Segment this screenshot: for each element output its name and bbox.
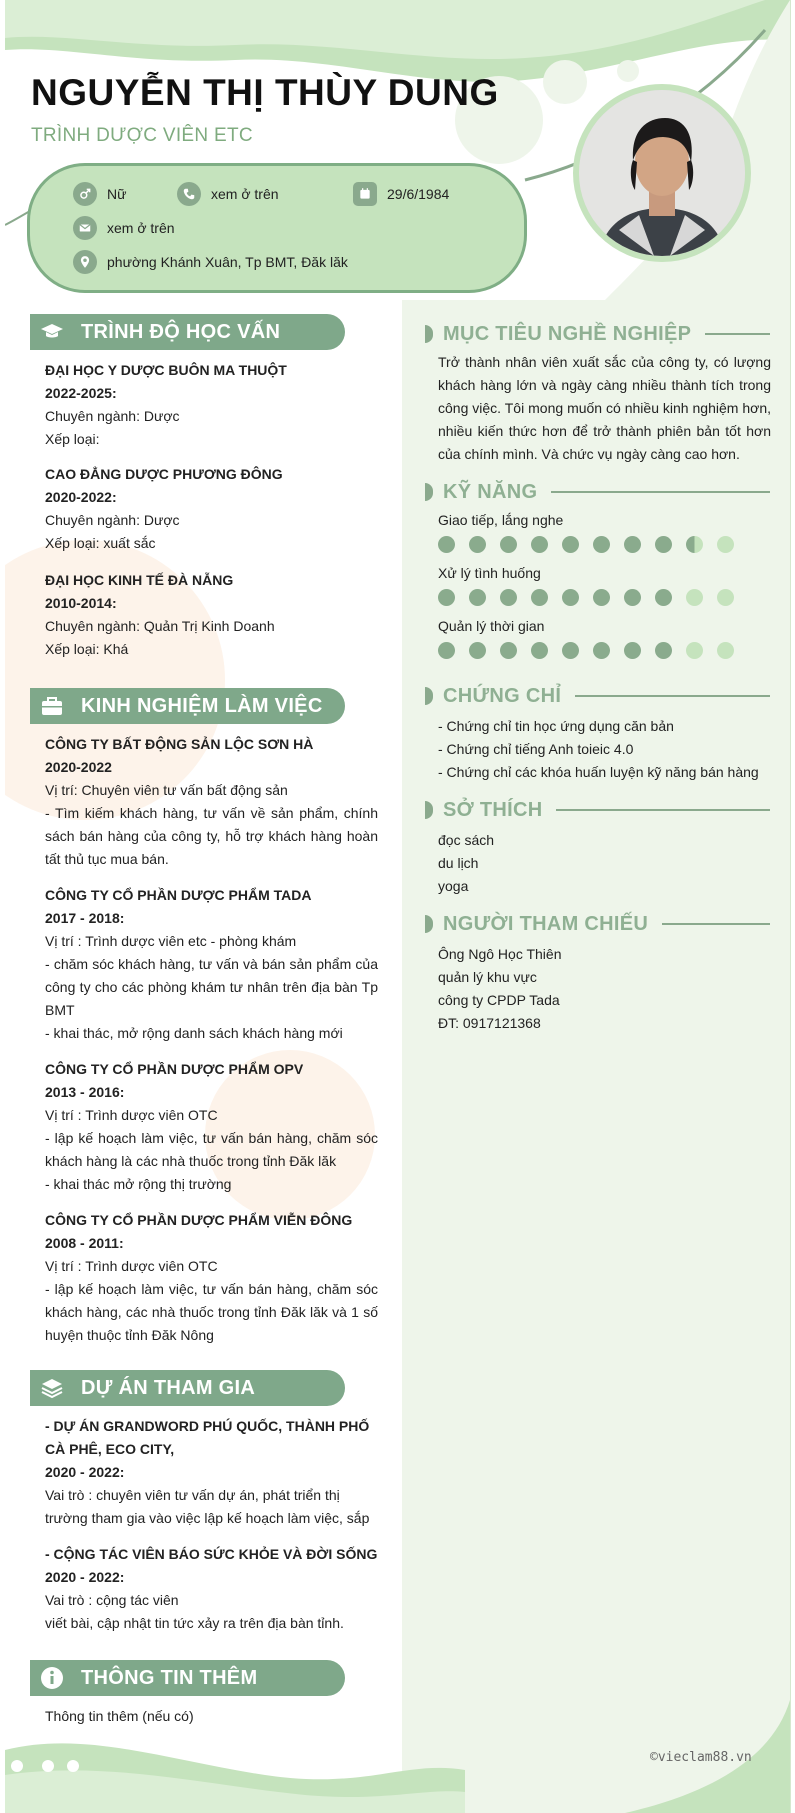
skill-dot	[500, 536, 517, 553]
section-heading-objective: MỤC TIÊU NGHỀ NGHIỆP	[425, 320, 770, 348]
section-heading-certificates: CHỨNG CHỈ	[425, 682, 770, 710]
birthday-item	[353, 182, 449, 206]
location-pin-icon	[73, 250, 97, 274]
phone-value: xem ở trên	[211, 186, 279, 202]
hobby-item: đọc sách	[438, 832, 495, 848]
skill-dot	[593, 642, 610, 659]
skill-dot	[717, 536, 734, 553]
hobby-item: yoga	[438, 878, 469, 894]
email-item	[73, 216, 175, 240]
address-item	[73, 250, 348, 274]
job-title: TRÌNH DƯỢC VIÊN ETC	[31, 125, 253, 146]
section-heading-hobbies: SỞ THÍCH	[425, 796, 770, 824]
hobby-item: du lịch	[438, 855, 479, 871]
certificate-item: - Chứng chỉ tiếng Anh toieic 4.0	[438, 741, 634, 757]
birthday-value: 29/6/1984	[387, 186, 450, 202]
gender-item	[73, 182, 126, 206]
skill-dot	[624, 589, 641, 606]
certificate-item: - Chứng chỉ các khóa huấn luyện kỹ năng bán hàng	[438, 764, 759, 780]
skill-dot	[593, 536, 610, 553]
skill-dot	[562, 642, 579, 659]
section-heading-education: TRÌNH ĐỘ HỌC VẤN	[30, 314, 345, 350]
deco-circle	[617, 60, 639, 82]
skill-dot	[624, 536, 641, 553]
experience-entry: CÔNG TY BẤT ĐỘNG SẢN LỘC SƠN HÀ 2020-2022 Vị trí: Chuyên viên tư vấn bất động sản - Tìm kiếm khách hàng, tư vấn về sản phẩm, chính sách bán hàng của công ty, hỗ trợ khách hàng hoàn tất thủ tục mua bán.	[45, 736, 378, 867]
skill-dot	[655, 589, 672, 606]
skill-dot	[562, 536, 579, 553]
skill-dot	[624, 642, 641, 659]
skill-dot	[438, 589, 455, 606]
skill-dot	[562, 589, 579, 606]
layers-icon	[30, 1370, 74, 1406]
skill-name: Xử lý tình huống	[438, 565, 541, 581]
section-heading-projects: DỰ ÁN THAM GIA	[30, 1370, 345, 1406]
skill-dot	[593, 589, 610, 606]
skill-dot	[686, 536, 703, 553]
section-heading-additional-info: THÔNG TIN THÊM	[30, 1660, 345, 1696]
hobbies-list	[438, 829, 771, 898]
gender-value: Nữ	[107, 186, 127, 202]
skill-dot	[531, 536, 548, 553]
info-icon	[30, 1660, 74, 1696]
email-value: xem ở trên	[107, 220, 175, 236]
skill-dot	[531, 589, 548, 606]
section-heading-skills: KỸ NĂNG	[425, 478, 770, 506]
skill-name: Quản lý thời gian	[438, 618, 545, 634]
project-entry: - CỘNG TÁC VIÊN BÁO SỨC KHỎE VÀ ĐỜI SỐNG 2020 - 2022: Vai trò : cộng tác viên viết bài, cập nhật tin tức xảy ra trên địa bàn tỉnh.	[45, 1546, 378, 1631]
skill-dot	[438, 642, 455, 659]
deco-dot	[42, 1760, 54, 1772]
education-entry: CAO ĐẲNG DƯỢC PHƯƠNG ĐÔNG 2020-2022: Chuyên ngành: Dược Xếp loại: xuất sắc	[45, 466, 283, 551]
skill-dot	[655, 642, 672, 659]
project-entry: - DỰ ÁN GRANDWORD PHÚ QUỐC, THÀNH PHỐ CÀ PHÊ, ECO CITY, 2020 - 2022: Vai trò : chuyên viên tư vấn dự án, phát triển thị trường tham gia vào việc lập kế hoạch làm việc, sắp	[45, 1418, 370, 1526]
skill-dot	[531, 642, 548, 659]
education-entry: ĐẠI HỌC Y DƯỢC BUÔN MA THUỘT 2022-2025: Chuyên ngành: Dược Xếp loại:	[45, 362, 287, 447]
bottom-wave-decoration	[5, 1680, 790, 1813]
profile-photo	[573, 84, 751, 262]
skill-dot	[469, 642, 486, 659]
experience-entry: CÔNG TY CỔ PHẦN DƯỢC PHẨM TADA 2017 - 2018: Vị trí : Trình dược viên etc - phòng khám - chăm sóc khách hàng, tư vấn và bán sản phẩm của công ty cho các phòng khám tư nhân trên địa bàn Tp BMT - khai thác, mở rộng danh sách khách hàng mới	[45, 887, 378, 1041]
experience-entry: CÔNG TY CỔ PHẦN DƯỢC PHẨM VIỄN ĐÔNG 2008 - 2011: Vị trí : Trình dược viên OTC - lập kế hoạch làm việc, tư vấn bán hàng, chăm sóc khách hàng, các nhà thuốc trong tỉnh Đăk lăk và 1 số huyện thuộc tỉnh Đăk Nông	[45, 1212, 378, 1343]
certificate-item: - Chứng chỉ tin học ứng dụng căn bản	[438, 718, 674, 734]
experience-entry: CÔNG TY CỔ PHẦN DƯỢC PHẨM OPV 2013 - 2016: Vị trí : Trình dược viên OTC - lập kế hoạch làm việc, tư vấn bán hàng, chăm sóc khách hàng là các nhà thuốc trong tỉnh Đăk lăk - khai thác mở rộng thị trường	[45, 1061, 378, 1192]
deco-dot	[11, 1760, 23, 1772]
gender-icon	[73, 182, 97, 206]
skill-dot	[686, 642, 703, 659]
skill-dot	[469, 536, 486, 553]
phone-item	[177, 182, 279, 206]
watermark: ©vieclam88.vn	[650, 1750, 752, 1765]
skill-dot	[655, 536, 672, 553]
skill-rating	[438, 536, 748, 554]
skill-rating	[438, 642, 748, 660]
skill-dot	[717, 589, 734, 606]
candidate-name: NGUYỄN THỊ THÙY DUNG	[31, 72, 499, 113]
deco-dot	[67, 1760, 79, 1772]
skill-rating	[438, 589, 748, 607]
section-heading-experience: KINH NGHIỆM LÀM VIỆC	[30, 688, 345, 724]
skill-dot	[500, 589, 517, 606]
graduation-cap-icon	[30, 314, 74, 350]
skill-dot	[686, 589, 703, 606]
certificates-list	[438, 715, 771, 784]
phone-icon	[177, 182, 201, 206]
reference-details: Ông Ngô Học Thiên quản lý khu vực công ty CPDP Tada ĐT: 0917121368	[438, 946, 562, 1031]
skill-dot	[500, 642, 517, 659]
envelope-icon	[73, 216, 97, 240]
cv-frame	[5, 0, 791, 1813]
calendar-icon	[353, 182, 377, 206]
skill-dot	[438, 536, 455, 553]
briefcase-icon	[30, 688, 74, 724]
objective-text: Trở thành nhân viên xuất sắc của công ty, có lượng khách hàng lớn và ngày càng nhiều thành tích trong công việc. Tôi mong muốn có nhiều kinh nghiệm hơn, nhiều kiến thức hơn để trở thành phiên bản tốt hơn của chính mình. Và chức vụ ngày càng cao hơn.	[438, 354, 771, 462]
skill-name: Giao tiếp, lắng nghe	[438, 512, 564, 528]
section-heading-references: NGƯỜI THAM CHIẾU	[425, 910, 770, 938]
skill-dot	[717, 642, 734, 659]
education-entry: ĐẠI HỌC KINH TẾ ĐÀ NẴNG 2010-2014: Chuyên ngành: Quản Trị Kinh Doanh Xếp loại: Khá	[45, 572, 275, 657]
skill-dot	[469, 589, 486, 606]
address-value: phường Khánh Xuân, Tp BMT, Đăk lăk	[107, 254, 348, 270]
additional-info-text: Thông tin thêm (nếu có)	[45, 1708, 194, 1724]
deco-circle	[543, 60, 587, 104]
